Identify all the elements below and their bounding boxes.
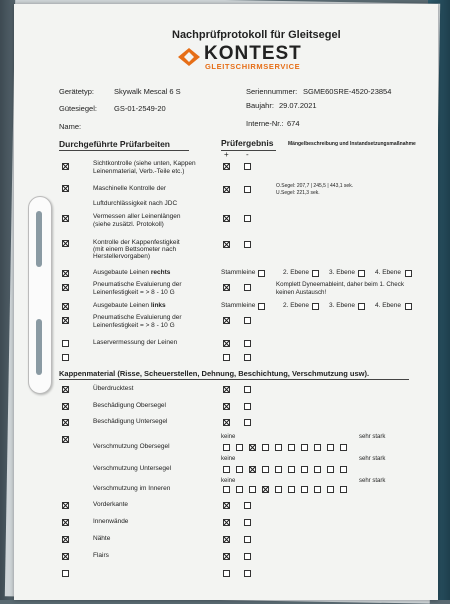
scale-unter-box-10[interactable] — [340, 466, 347, 473]
row-sichtkontrolle-1: Sichtkontrolle (siehe unten, Kappen — [93, 160, 196, 167]
scale-innen-box-8[interactable] — [314, 486, 321, 493]
row-kappe-3: Herstellervorgaben) — [93, 253, 151, 260]
row-flairs: Flairs — [93, 552, 109, 559]
check-luftdurchlaessigkeit[interactable] — [62, 185, 69, 192]
ebene2-check-links[interactable] — [312, 303, 319, 310]
scale-ober-box-4[interactable] — [262, 444, 269, 451]
result-plus-empty-2[interactable] — [223, 570, 230, 577]
result-plus-luft[interactable] — [223, 186, 230, 193]
row-kappe-2: (mit einem Bettsometer nach — [93, 246, 177, 253]
stammleine-check-rechts[interactable] — [258, 270, 265, 277]
note-luft-1: O.Segel: 207,7 | 245,5 | 443,1 sek. — [276, 183, 354, 189]
section2-title: Kappenmaterial (Risse, Scheuerstellen, Dehnung, Beschichtung, Verschmutzung usw). — [59, 369, 370, 378]
scale-unter-min-label: keine — [221, 456, 236, 462]
scale-ober-box-6[interactable] — [288, 444, 295, 451]
stammleine-check-links[interactable] — [258, 303, 265, 310]
logo-mark-icon — [176, 46, 202, 68]
result-plus-naehte[interactable] — [223, 536, 230, 543]
scale-unter-box-5[interactable] — [275, 466, 282, 473]
ebene2-label-rechts: 2. Ebene — [283, 269, 310, 276]
result-minus-luft[interactable] — [244, 186, 251, 193]
result-plus-kappe[interactable] — [223, 241, 230, 248]
intern-label: Interne-Nr.: — [246, 119, 284, 128]
section2-underline — [59, 379, 409, 380]
result-minus-empty-1[interactable] — [244, 354, 251, 361]
result-minus-naehte[interactable] — [244, 536, 251, 543]
ebene3-check-rechts[interactable] — [358, 270, 365, 277]
plus-header: + — [224, 150, 229, 159]
note-luft-2: U.Segel: 221,3 sek. — [276, 190, 320, 196]
scale-unter-box-7[interactable] — [301, 466, 308, 473]
result-plus-pneu-r[interactable] — [223, 284, 230, 291]
result-minus-empty-2[interactable] — [244, 570, 251, 577]
row-innenwaende: Innenwände — [93, 518, 129, 525]
ebene3-check-links[interactable] — [358, 303, 365, 310]
result-minus-pneu-r[interactable] — [244, 284, 251, 291]
stammleine-label-links: Stammleine — [221, 302, 256, 309]
row-luft-2: Luftdurchlässigkeit nach JDC — [93, 200, 178, 207]
scale-ober-box-1[interactable] — [223, 444, 230, 451]
check-innenwaende[interactable] — [62, 519, 69, 526]
row-leinen-links: Ausgebaute Leinen links — [93, 302, 166, 309]
logo-subtitle: GLEITSCHIRMSERVICE — [205, 62, 301, 71]
scale-ober-box-10[interactable] — [340, 444, 347, 451]
row-vorderkante: Vorderkante — [93, 501, 129, 508]
check-vorderkante[interactable] — [62, 502, 69, 509]
stammleine-label-rechts: Stammleine — [221, 269, 256, 276]
scale-unter-box-2[interactable] — [236, 466, 243, 473]
result-minus-besch-ober[interactable] — [244, 403, 251, 410]
check-kappenfestigkeit[interactable] — [62, 240, 69, 247]
scale-innen-box-7[interactable] — [301, 486, 308, 493]
check-pneumatisch-rechts[interactable] — [62, 284, 69, 291]
check-leinenlaengen[interactable] — [62, 215, 69, 222]
check-besch-obersegel[interactable] — [62, 403, 69, 410]
result-plus-leinenlaengen[interactable] — [223, 215, 230, 222]
row-sichtkontrolle-2: Leinenmaterial, Verb.-Teile etc.) — [93, 168, 185, 175]
scale-innen-box-2[interactable] — [236, 486, 243, 493]
baujahr-value: 29.07.2021 — [279, 101, 317, 110]
scale-unter-box-8[interactable] — [314, 466, 321, 473]
row-verschm-innen: Verschmutzung im Inneren — [93, 485, 171, 492]
result-minus-pneu-l[interactable] — [244, 317, 251, 324]
row-verschm-ober: Verschmutzung Obersegel — [93, 443, 170, 450]
scale-unter-box-3[interactable] — [249, 466, 256, 473]
scale-ober-min-label: keine — [221, 434, 236, 440]
result-plus-empty-1[interactable] — [223, 354, 230, 361]
ebene3-label-links: 3. Ebene — [329, 302, 356, 309]
kontest-logo — [176, 44, 326, 70]
ebene2-label-links: 2. Ebene — [283, 302, 310, 309]
result-minus-sichtkontrolle[interactable] — [244, 163, 251, 170]
note-pneu-2: keinen Austausch! — [276, 289, 327, 296]
scale-ober-box-3[interactable] — [249, 444, 256, 451]
scale-unter-box-1[interactable] — [223, 466, 230, 473]
note-pneu-1: Komplett Dyneemableint, daher beim 1. Check — [276, 281, 404, 288]
notes-title: Mängelbeschreibung und Instandsetzungsmaßnahme — [288, 141, 416, 147]
check-leinen-links[interactable] — [62, 303, 69, 310]
section1-underline — [59, 150, 189, 151]
row-besch-untersegel: Beschädigung Untersegel — [93, 418, 168, 425]
scale-innen-box-5[interactable] — [275, 486, 282, 493]
minus-header: - — [246, 150, 249, 159]
result-minus-kappe[interactable] — [244, 241, 251, 248]
row-naehte: Nähte — [93, 535, 111, 542]
scale-ober-box-7[interactable] — [301, 444, 308, 451]
check-pneumatisch-links[interactable] — [62, 317, 69, 324]
row-verschm-unter: Verschmutzung Untersegel — [93, 465, 172, 472]
binder-clip — [28, 196, 52, 394]
check-flairs[interactable] — [62, 553, 69, 560]
binder-slot-top — [36, 211, 42, 267]
row-leinenlaengen-1: Vermessen aller Leinenlängen — [93, 213, 181, 220]
result-minus-besch-unter[interactable] — [244, 419, 251, 426]
scale-innen-box-4[interactable] — [262, 486, 269, 493]
scale-innen-box-10[interactable] — [340, 486, 347, 493]
scale-unter-box-6[interactable] — [288, 466, 295, 473]
row-luft-1: Maschinelle Kontrolle der — [93, 185, 166, 192]
guete-value: GS-01-2549-20 — [114, 104, 166, 113]
ebene3-label-rechts: 3. Ebene — [329, 269, 356, 276]
result-minus-leinenlaengen[interactable] — [244, 215, 251, 222]
scale-ober-box-9[interactable] — [327, 444, 334, 451]
scale-innen-min-label: keine — [221, 478, 236, 484]
scale-innen-box-9[interactable] — [327, 486, 334, 493]
guete-label: Gütesiegel: — [59, 104, 97, 113]
check-naehte[interactable] — [62, 536, 69, 543]
scale-innen-max-label: sehr stark — [359, 478, 386, 484]
row-pneu-r-1: Pneumatische Evaluierung der — [93, 281, 182, 288]
result-minus-vorderkante[interactable] — [244, 502, 251, 509]
row-leinen-rechts: Ausgebaute Leinen rechts — [93, 269, 171, 276]
result-plus-vorderkante[interactable] — [223, 502, 230, 509]
result-plus-besch-ober[interactable] — [223, 403, 230, 410]
document-title: Nachprüfprotokoll für Gleitsegel — [172, 29, 341, 41]
check-laservermessung[interactable] — [62, 340, 69, 347]
result-title: Prüfergebnis — [221, 138, 274, 148]
result-plus-pneu-l[interactable] — [223, 317, 230, 324]
check-ueberdrucktest[interactable] — [62, 386, 69, 393]
baujahr-label: Baujahr: — [246, 101, 274, 110]
row-pneu-r-2: Leinenfestigkeit = > 8 - 10 G — [93, 289, 175, 296]
result-plus-besch-unter[interactable] — [223, 419, 230, 426]
row-ueberdrucktest: Überdrucktest — [93, 385, 134, 392]
ebene4-label-links: 4. Ebene — [375, 302, 402, 309]
check-empty-1[interactable] — [62, 354, 69, 361]
scale-ober-box-8[interactable] — [314, 444, 321, 451]
ebene2-check-rechts[interactable] — [312, 270, 319, 277]
binder-slot-bottom — [36, 319, 42, 375]
row-laser: Laservermessung der Leinen — [93, 339, 178, 346]
geraetetyp-value: Skywalk Mescal 6 S — [114, 87, 181, 96]
result-plus-ueberdruck[interactable] — [223, 386, 230, 393]
logo-brand: KONTEST — [204, 43, 302, 64]
scale-ober-box-2[interactable] — [236, 444, 243, 451]
check-empty-2[interactable] — [62, 570, 69, 577]
scale-ober-max-label: sehr stark — [359, 434, 386, 440]
result-plus-laser[interactable] — [223, 340, 230, 347]
check-leinen-rechts[interactable] — [62, 270, 69, 277]
row-pneu-l-2: Leinenfestigkeit = > 8 - 10 G — [93, 322, 175, 329]
row-pneu-l-1: Pneumatische Evaluierung der — [93, 314, 182, 321]
result-plus-flairs[interactable] — [223, 553, 230, 560]
scale-unter-box-9[interactable] — [327, 466, 334, 473]
check-sichtkontrolle[interactable] — [62, 163, 69, 170]
intern-value: 674 — [287, 119, 300, 128]
scale-ober-box-5[interactable] — [275, 444, 282, 451]
serien-label: Seriennummer: — [246, 87, 298, 96]
result-minus-laser[interactable] — [244, 340, 251, 347]
row-besch-obersegel: Beschädigung Obersegel — [93, 402, 166, 409]
row-leinenlaengen-2: (siehe zusätzl. Protokoll) — [93, 221, 164, 228]
scale-innen-box-3[interactable] — [249, 486, 256, 493]
scale-unter-box-4[interactable] — [262, 466, 269, 473]
ebene4-check-rechts[interactable] — [405, 270, 412, 277]
scale-unter-max-label: sehr stark — [359, 456, 386, 462]
ebene4-check-links[interactable] — [405, 303, 412, 310]
name-label: Name: — [59, 122, 82, 131]
check-besch-untersegel[interactable] — [62, 419, 69, 426]
ebene4-label-rechts: 4. Ebene — [375, 269, 402, 276]
result-minus-ueberdruck[interactable] — [244, 386, 251, 393]
geraetetyp-label: Gerätetyp: — [59, 87, 95, 96]
serien-value: SGME60SRE-4520-23854 — [303, 87, 392, 96]
check-verschmutzung[interactable] — [62, 436, 69, 443]
result-minus-flairs[interactable] — [244, 553, 251, 560]
result-minus-innenwaende[interactable] — [244, 519, 251, 526]
result-plus-innenwaende[interactable] — [223, 519, 230, 526]
row-kappe-1: Kontrolle der Kappenfestigkeit — [93, 239, 180, 246]
protocol-sheet — [14, 4, 438, 600]
scale-innen-box-1[interactable] — [223, 486, 230, 493]
result-plus-sichtkontrolle[interactable] — [223, 163, 230, 170]
scale-innen-box-6[interactable] — [288, 486, 295, 493]
section1-title: Durchgeführte Prüfarbeiten — [59, 139, 170, 149]
